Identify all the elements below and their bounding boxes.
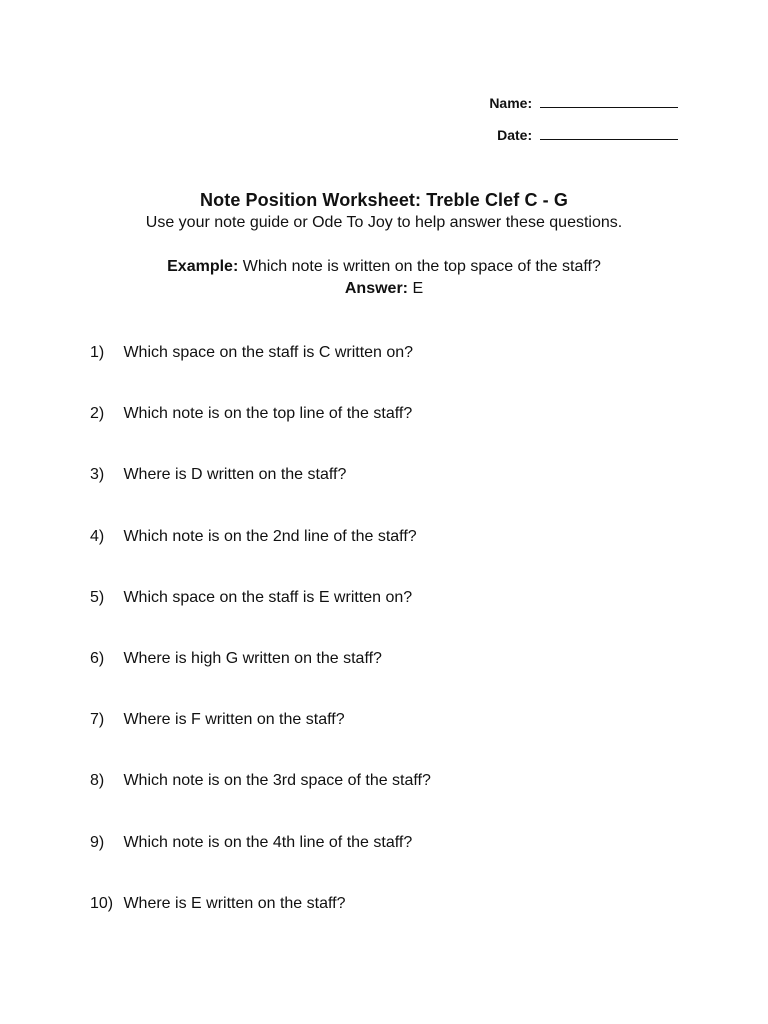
question-text: Which note is on the 2nd line of the staff? bbox=[123, 527, 417, 545]
question-number: 3) bbox=[90, 466, 105, 484]
question-item bbox=[90, 832, 690, 893]
question-text: Which note is on the top line of the staff? bbox=[123, 405, 413, 423]
question-number: 10) bbox=[90, 894, 114, 912]
student-info-fields bbox=[489, 94, 678, 158]
answer-value: E bbox=[412, 280, 424, 297]
date-blank-line[interactable] bbox=[540, 127, 678, 140]
name-blank-line[interactable] bbox=[540, 95, 678, 108]
question-number: 8) bbox=[90, 772, 105, 790]
question-number: 9) bbox=[90, 833, 105, 851]
question-number: 1) bbox=[90, 344, 105, 361]
answer-line bbox=[0, 280, 768, 298]
question-number: 6) bbox=[90, 649, 105, 667]
question-text: Which space on the staff is C written on? bbox=[123, 344, 414, 361]
question-list bbox=[90, 342, 690, 954]
question-text: Which space on the staff is E written on? bbox=[123, 588, 413, 606]
question-number: 7) bbox=[90, 711, 105, 729]
name-field-row bbox=[489, 94, 678, 126]
example-label: Example: bbox=[167, 258, 239, 275]
answer-label: Answer: bbox=[344, 280, 408, 297]
question-text: Where is F written on the staff? bbox=[123, 711, 345, 729]
question-item bbox=[90, 403, 690, 464]
question-text: Which note is on the 3rd space of the staff? bbox=[123, 772, 431, 790]
question-item bbox=[90, 464, 690, 525]
question-text: Where is high G written on the staff? bbox=[123, 649, 382, 667]
question-item bbox=[90, 893, 690, 954]
date-label: Date: bbox=[497, 127, 533, 143]
question-number: 4) bbox=[90, 527, 105, 545]
question-item bbox=[90, 648, 690, 709]
question-text: Which note is on the 4th line of the staff? bbox=[123, 833, 413, 851]
worksheet-title: Note Position Worksheet: Treble Clef C - G bbox=[200, 190, 568, 210]
question-item bbox=[90, 770, 690, 831]
question-number: 2) bbox=[90, 405, 105, 423]
question-item bbox=[90, 526, 690, 587]
date-field-row bbox=[489, 126, 678, 158]
question-item bbox=[90, 342, 690, 403]
worksheet-instructions: Use your note guide or Ode To Joy to help answer these questions. bbox=[145, 214, 623, 231]
question-text: Where is E written on the staff? bbox=[123, 894, 346, 912]
question-item bbox=[90, 709, 690, 770]
example-question: Which note is written on the top space of the staff? bbox=[242, 258, 601, 275]
example-line bbox=[0, 258, 768, 276]
name-label: Name: bbox=[489, 95, 533, 111]
question-number: 5) bbox=[90, 588, 105, 606]
question-text: Where is D written on the staff? bbox=[123, 466, 347, 484]
question-item bbox=[90, 587, 690, 648]
